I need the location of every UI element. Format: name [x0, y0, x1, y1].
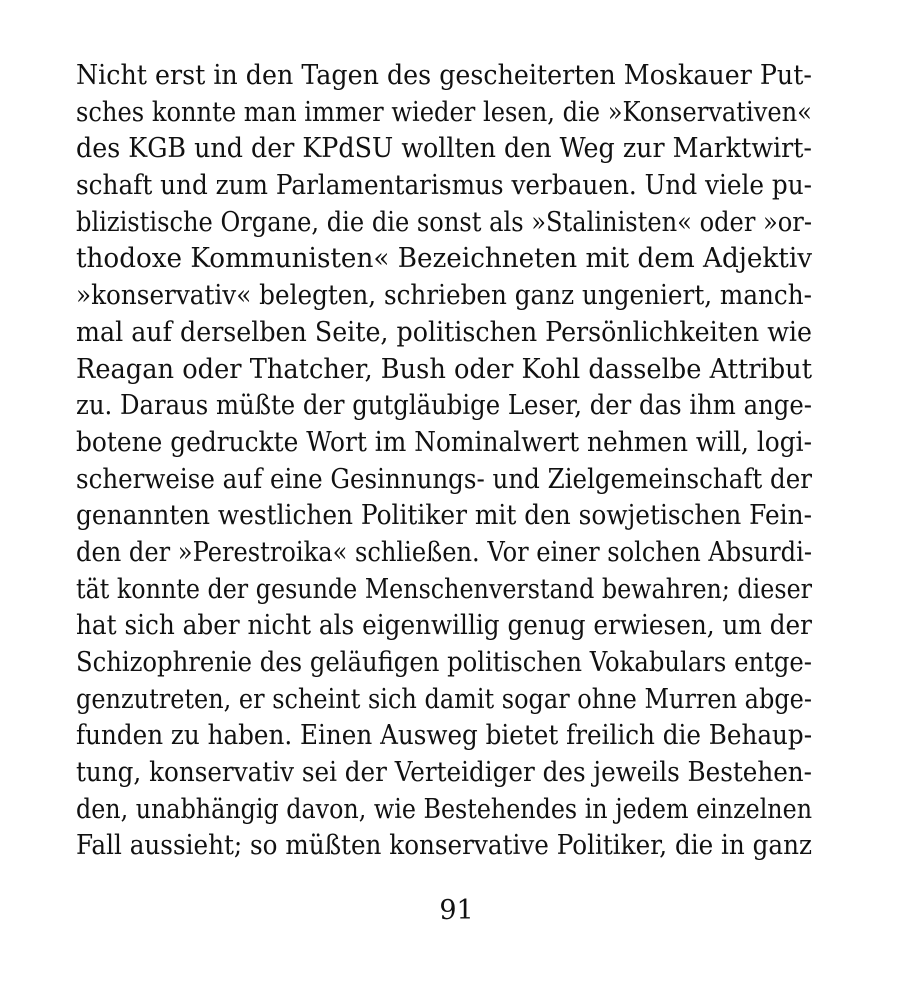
text-line: botene gedruckte Wort im Nominalwert nehmen will, logi- [76, 426, 813, 458]
text-line: tät konnte der gesunde Menschenverstand bewahren; dieser [76, 573, 813, 605]
text-line: Fall aussieht; so müßten konservative Politiker, die in ganz [76, 830, 812, 862]
text-line: sches konnte man immer wieder lesen, die »Konservativen« [76, 96, 812, 128]
page-number: 91 [439, 895, 474, 926]
text-line: Schizophrenie des geläufigen politischen Vokabulars entge- [76, 647, 812, 678]
text-line: blizistische Organe, die die sonst als »Stalinisten« oder »or- [76, 206, 812, 238]
text-line: tung, konservativ sei der Verteidiger des jeweils Bestehen- [76, 757, 813, 789]
text-line: zu. Daraus müßte der gutgläubige Leser, der das ihm ange- [76, 390, 812, 422]
text-line: scherweise auf eine Gesinnungs- und Zielgemeinschaft der [76, 463, 813, 495]
body-paragraph [76, 58, 812, 865]
text-line: Reagan oder Thatcher, Bush oder Kohl dasselbe Attribut [76, 353, 813, 385]
text-line: »konservativ« belegten, schrieben ganz ungeniert, manch- [76, 280, 812, 312]
text-line: genannten westlichen Politiker mit den sowjetischen Fein- [76, 500, 813, 532]
text-line: den der »Perestroika« schließen. Vor einer solchen Absurdi- [76, 536, 812, 568]
text-line: schaft und zum Parlamentarismus verbauen. Und viele pu- [76, 170, 812, 202]
text-line: thodoxe Kommunisten« Bezeichneten mit dem Adjektiv [76, 243, 813, 275]
text-line: genzutreten, er scheint sich damit sogar ohne Murren abge- [76, 683, 812, 715]
text-line: funden zu haben. Einen Ausweg bietet freilich die Behaup- [76, 720, 813, 752]
text-line: den, unabhängig davon, wie Bestehendes in jedem einzelnen [76, 793, 813, 825]
text-line: mal auf derselben Seite, politischen Persönlichkeiten wie [76, 316, 812, 348]
text-line: des KGB und der KPdSU wollten den Weg zur Marktwirt- [76, 133, 812, 165]
text-line: hat sich aber nicht als eigenwillig genug erwiesen, um der [76, 610, 813, 642]
text-line: Nicht erst in den Tagen des gescheiterten Moskauer Put- [76, 60, 812, 91]
